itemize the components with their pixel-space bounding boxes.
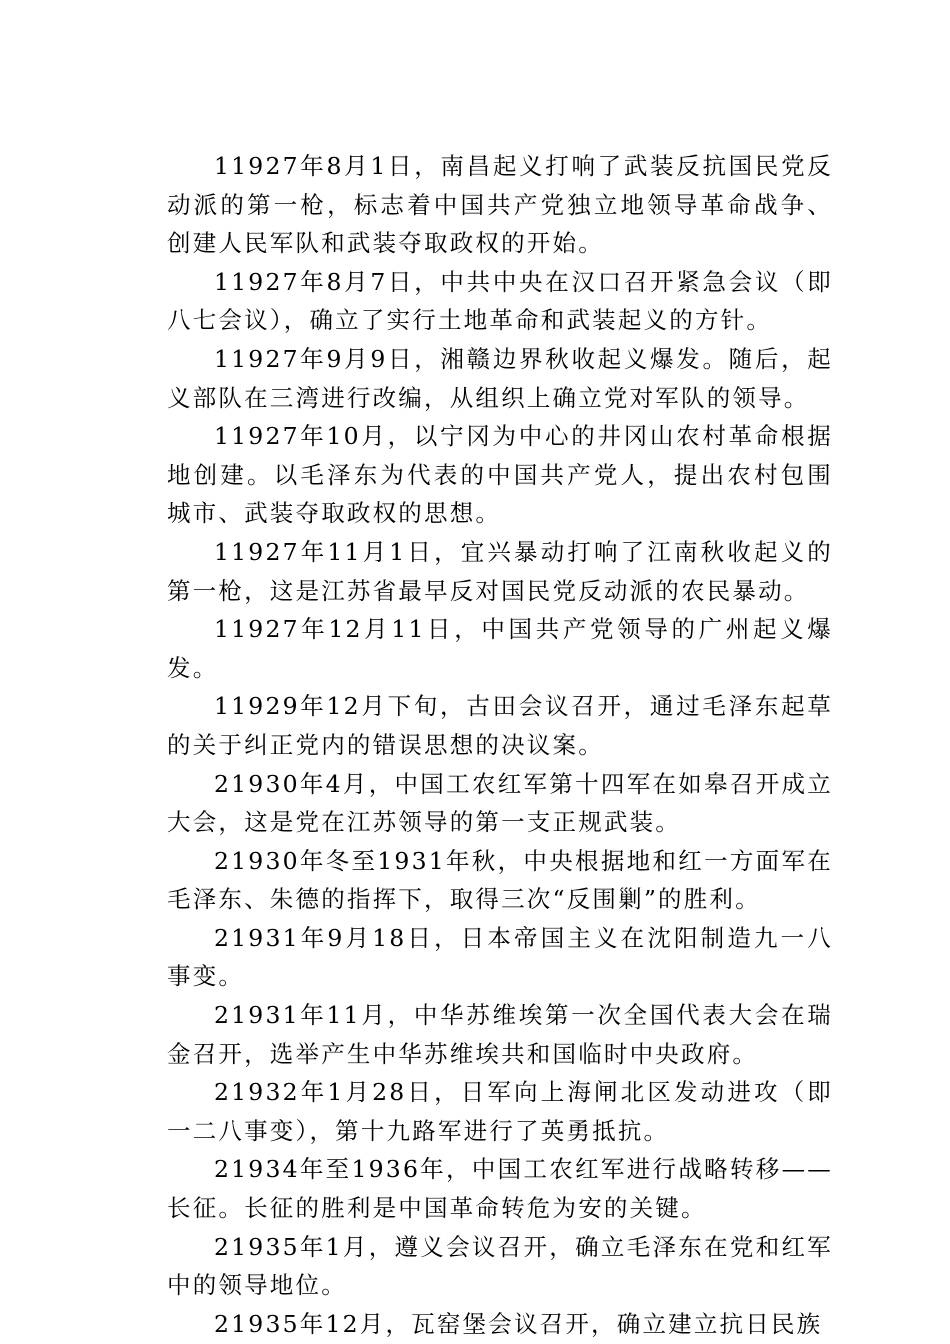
paragraph-1927-autumn-harvest: 11927年9月9日，湘赣边界秋收起义爆发。随后，起义部队在三湾进行改编，从组织上确立党对军队的领导。 [167, 344, 833, 412]
paragraph-1930-anti-encirclement: 21930年冬至1931年秋，中央根据地和红一方面军在毛泽东、朱德的指挥下，取得三次“反围剿”的胜利。 [167, 846, 833, 914]
paragraph-1931-ruijin: 21931年11月，中华苏维埃第一次全国代表大会在瑞金召开，选举产生中华苏维埃共和国临时中央政府。 [167, 1001, 833, 1068]
paragraph-1935-wayaobao: 21935年12月，瓦窑堡会议召开，确立建立抗日民族 [214, 1309, 823, 1338]
paragraph-1927-jinggangshan: 11927年10月，以宁冈为中心的井冈山农村革命根据地创建。以毛泽东为代表的中国共产党人，提出农村包围城市、武装夺取政权的思想。 [167, 422, 833, 528]
paragraph-1927-guangzhou: 11927年12月11日，中国共产党领导的广州起义爆发。 [167, 615, 833, 682]
paragraph-1929-gutian: 11929年12月下旬，古田会议召开，通过毛泽东起草的关于纠正党内的错误思想的决议案。 [167, 692, 833, 759]
paragraph-1935-zunyi: 21935年1月，遵义会议召开，确立毛泽东在党和红军中的领导地位。 [167, 1232, 833, 1300]
paragraph-1934-long-march: 21934年至1936年，中国工农红军进行战略转移——长征。长征的胜利是中国革命转危为安的关键。 [167, 1155, 833, 1223]
paragraph-1931-september-18: 21931年9月18日，日本帝国主义在沈阳制造九一八事变。 [167, 923, 833, 991]
paragraph-1927-yixing: 11927年11月1日，宜兴暴动打响了江南秋收起义的第一枪，这是江苏省最早反对国民党反动派的农民暴动。 [167, 537, 833, 605]
paragraph-1927-august-meeting: 11927年8月7日，中共中央在汉口召开紧急会议（即八七会议），确立了实行土地革命和武装起义的方针。 [167, 267, 833, 335]
paragraph-1932-january-28: 21932年1月28日，日军向上海闸北区发动进攻（即一二八事变），第十九路军进行了英勇抵抗。 [167, 1078, 833, 1145]
document-body [167, 147, 833, 1343]
paragraph-1927-nanchang: 11927年8月1日，南昌起义打响了武装反抗国民党反动派的第一枪，标志着中国共产党独立地领导革命战争、创建人民军队和武装夺取政权的开始。 [167, 152, 833, 258]
paragraph-1930-rugao: 21930年4月，中国工农红军第十四军在如皋召开成立大会，这是党在江苏领导的第一支正规武装。 [167, 769, 833, 837]
